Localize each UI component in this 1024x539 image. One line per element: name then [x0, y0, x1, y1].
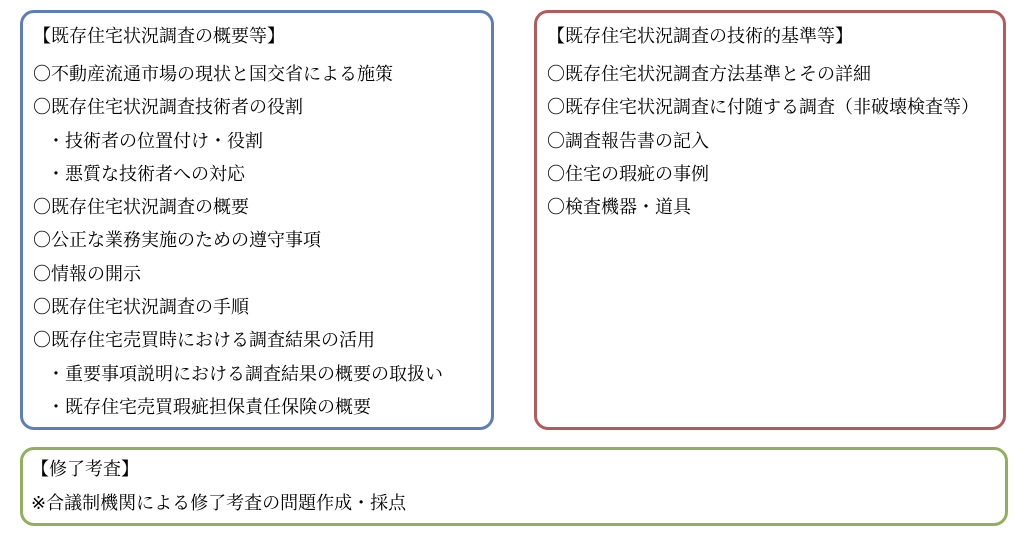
overview-subitem: ・技術者の位置付け・役割: [47, 130, 263, 152]
overview-item: 〇情報の開示: [33, 263, 141, 285]
overview-item: 〇公正な業務実施のための遵守事項: [33, 230, 321, 252]
technical-standards-item: 〇検査機器・道具: [547, 197, 691, 219]
technical-standards-item: 〇既存住宅状況調査に付随する調査（非破壊検査等）: [547, 97, 979, 119]
overview-list: [33, 58, 443, 424]
technical-standards-title: 【既存住宅状況調査の技術的基準等】: [547, 26, 853, 47]
overview-title: 【既存住宅状況調査の概要等】: [33, 26, 285, 47]
completion-exam-title: 【修了考査】: [31, 459, 139, 480]
technical-standards-list: [547, 58, 979, 224]
overview-subitem: ・重要事項説明における調査結果の概要の取扱い: [47, 363, 443, 385]
overview-item: 〇既存住宅状況調査技術者の役割: [33, 97, 303, 119]
overview-box: [20, 10, 494, 430]
technical-standards-item: 〇調査報告書の記入: [547, 130, 709, 152]
overview-subitem: ・既存住宅売買瑕疵担保責任保険の概要: [47, 396, 371, 418]
overview-item: 〇不動産流通市場の現状と国交省による施策: [33, 64, 393, 85]
overview-item: 〇既存住宅売買時における調査結果の活用: [33, 330, 375, 352]
overview-item: 〇既存住宅状況調査の概要: [33, 197, 249, 219]
technical-standards-item: 〇住宅の瑕疵の事例: [547, 163, 709, 185]
technical-standards-item: 〇既存住宅状況調査方法基準とその詳細: [547, 64, 871, 85]
completion-exam-box: [20, 447, 1008, 526]
overview-subitem: ・悪質な技術者への対応: [47, 163, 245, 185]
overview-item: 〇既存住宅状況調査の手順: [33, 297, 249, 319]
technical-standards-box: [534, 10, 1006, 430]
completion-exam-note: ※合議制機関による修了考査の問題作成・採点: [31, 493, 407, 514]
